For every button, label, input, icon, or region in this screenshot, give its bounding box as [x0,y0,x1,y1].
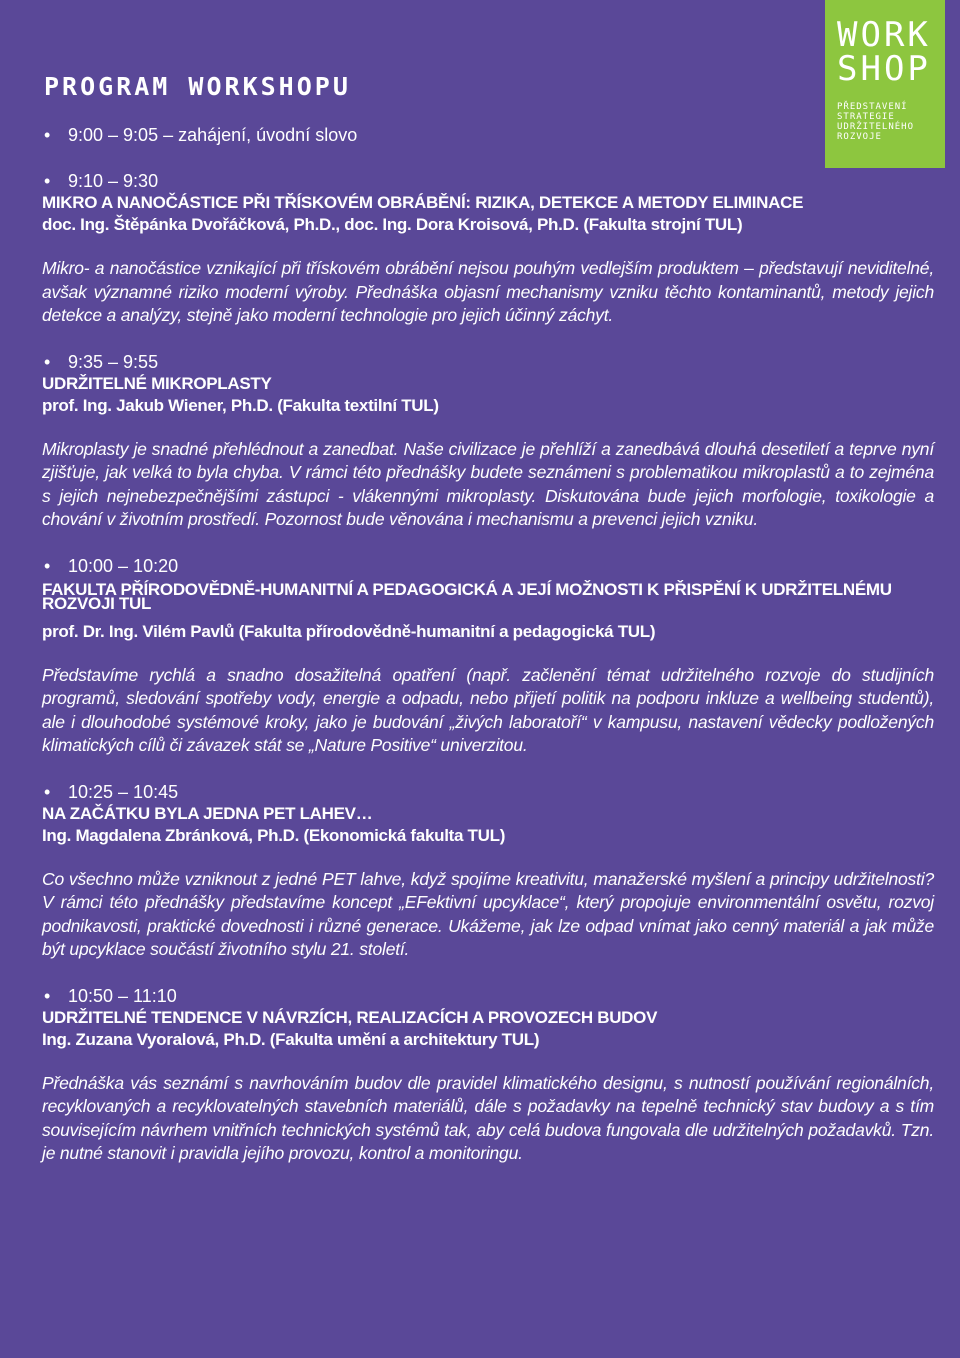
session-time [42,781,934,803]
logo-sub-1: PŘEDSTAVENÍ [837,102,908,112]
session-time-text: 10:00 – 10:20 [68,555,179,576]
logo-sub-4: ROZVOJE [837,132,882,142]
session-time [42,555,934,577]
session-title: MIKRO A NANOČÁSTICE PŘI TŘÍSKOVÉM OBRÁBĚNÍ: RIZIKA, DETEKCE A METODY ELIMINACE [42,193,804,212]
session-speaker: Ing. Magdalena Zbránková, Ph.D. (Ekonomická fakulta TUL) [42,825,506,845]
page-title: PROGRAM WORKSHOPU [44,72,351,101]
program-content [42,124,934,1189]
session-speaker: prof. Ing. Jakub Wiener, Ph.D. (Fakulta textilní TUL) [42,395,439,415]
logo-sub-2: STRATEGIE [837,112,895,122]
session-time-text: 9:35 – 9:55 [68,351,159,372]
opening-text: 9:00 – 9:05 – zahájení, úvodní slovo [68,125,358,145]
session-title: UDRŽITELNÉ MIKROPLASTY [42,373,272,393]
session-3 [42,555,934,758]
bullet: • [44,555,51,576]
session-time-text: 10:50 – 11:10 [68,985,177,1006]
session-description: Představíme rychlá a snadno dosažitelná opatření (např. začlenění témat udržitelného rozvoje do studijních programů, sledování spotřeby vody, energie a odpadu, nebo přijetí politik na podporu inkluze a wellbeing studentů), ale i dlouhodobé systémové kroky, jako je budování „živých laboratoří“ v kampusu, nastavení vědecky podložených klimatických cílů či závazek stát se „Nature Positive“ univerzitou. [42,664,934,755]
logo-sub-3: UDRŽITELNÉHO [837,122,915,132]
bullet: • [44,781,51,802]
session-title: NA ZAČÁTKU BYLA JEDNA PET LAHEV… [42,803,373,823]
session-description: Co všechno může vzniknout z jedné PET lahve, když spojíme kreativitu, manažerské myšlení a principy udržitelnosti? V rámci této přednášky představíme koncept „EFektivní upcyklace“, který propojuje environmentální osvětu, rozvoj podnikavosti, praktické dovednosti i různé generace. Ukážeme, jak lze odpad vnímat jako cenný materiál a jak může být upcyklace součástí životního stylu 21. století. [42,868,934,959]
session-speaker: doc. Ing. Štěpánka Dvořáčková, Ph.D., doc. Ing. Dora Kroisová, Ph.D. (Fakulta strojní TUL) [42,215,743,234]
session-time-text: 10:25 – 10:45 [68,781,179,802]
session-speaker: Ing. Zuzana Vyoralová, Ph.D. (Fakulta umění a architektury TUL) [42,1029,540,1049]
session-1 [42,170,934,328]
session-title: UDRŽITELNÉ TENDENCE V NÁVRZÍCH, REALIZACÍCH A PROVOZECH BUDOV [42,1007,658,1027]
session-description: Mikro- a nanočástice vznikající při třískovém obrábění nejsou pouhým vedlejším produktem – představují neviditelné, avšak významné riziko moderní výroby. Přednáška objasní mechanismy vzniku těchto kontaminantů, metody jejich detekce a analýzy, stejně jako moderní technologie pro jejich účinný záchyt. [42,258,934,325]
logo-line-2: SHOP [837,49,931,89]
bullet: • [44,171,51,191]
opening-item [42,124,934,146]
session-2 [42,351,934,532]
opening-line [42,124,934,146]
session-time [42,985,934,1007]
logo-line-1: WORK [837,15,931,55]
session-description: Přednáška vás seznámí s navrhováním budov dle pravidel klimatického designu, s nutností používání regionálních, recyklovaných a recyklovatelných stavebních materiálů, dále s požadavky na tepelně technický stav budovy a s tím souvisejícím návrhem vnitřních technických systémů tak, aby celá budova fungovala dle udržitelných požadavků. Tzn. je nutné stanovit i pravidla jejího provozu, kontrol a monitoringu. [42,1072,934,1163]
bullet: • [44,125,51,145]
session-4 [42,781,934,962]
session-5 [42,985,934,1166]
bullet: • [44,985,51,1006]
session-title: FAKULTA PŘÍRODOVĚDNĚ-HUMANITNÍ A PEDAGOGICKÁ A JEJÍ MOŽNOSTI K PŘISPĚNÍ K UDRŽITELNÉMU ROZVOJI TUL [42,579,892,613]
bullet: • [44,351,51,372]
session-time [42,170,934,192]
session-time [42,351,934,373]
session-time-text: 9:10 – 9:30 [68,171,159,191]
session-speaker: prof. Dr. Ing. Vilém Pavlů (Fakulta přírodovědně-humanitní a pedagogická TUL) [42,621,656,641]
session-description: Mikroplasty je snadné přehlédnout a zanedbat. Naše civilizace je přehlíží a zanedbává dlouhá desetiletí a teprve nyní zjišťuje, jak velká to byla chyba. V rámci této přednášky budete seznámeni s problematikou mikroplastů a to zejména s jejich nejnebezpečnějšími zástupci - vlákennými mikroplasty. Diskutována bude jejich morfologie, toxikologie a chování v životním prostředí. Pozornost bude věnována i mechanismu a prevenci jejich vzniku. [42,438,934,529]
